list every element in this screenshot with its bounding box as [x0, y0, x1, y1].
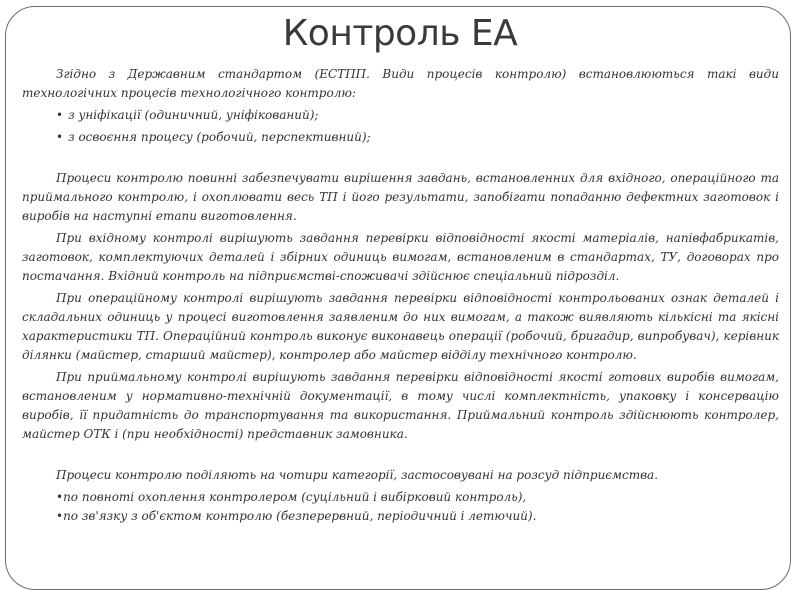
slide-body — [22, 65, 779, 526]
bullet-item — [56, 507, 779, 526]
bullet-item — [56, 488, 779, 507]
bullet-text: по зв'язку з об'єктом контролю (безперервний, періодичний і летючий). — [63, 509, 537, 523]
slide-title: Контроль ЕА — [282, 13, 518, 54]
intro-paragraph: Згідно з Державним стандартом (ЕСТПП. Види процесів контролю) встановлюються такі види технологічних процесів технологічного контролю: — [22, 67, 779, 100]
spacer — [22, 150, 779, 169]
bullet-text: з уніфікації (одиничний, уніфікований); — [68, 108, 319, 122]
bullet-text: по повноті охоплення контролером (суцільний і вибірковий контроль), — [63, 490, 527, 504]
bullet-item — [56, 106, 779, 125]
paragraph-operational-control: При операційному контролі вирішують завдання перевірки відповідності контрольованих ознак деталей і складальних одиниць у процесі виготовлення заявленим до них вимогам, а також виявляють кількісні та якісні характеристики ТП. Операційний контроль виконує виконавець операції (робочий, бригадир, випробувач), керівник ділянки (майстер, старший майстер), контролер або майстер відділу технічного контролю. — [22, 291, 779, 362]
paragraph-general: Процеси контролю повинні забезпечувати вирішення завдань, встановленних для вхідного, операційного та приймального контролю, і охоплювати весь ТП і його результати, запобігати попаданню дефектних заготовок і виробів на наступні етапи виготовлення. — [22, 171, 779, 223]
bullet-icon: • — [56, 490, 64, 504]
bullet-icon: • — [56, 108, 64, 122]
categories-intro: Процеси контролю поділяють на чотири категорії, застосовувані на розсуд підприємства. — [56, 468, 659, 482]
bullet-text: з освоєння процесу (робочий, перспективний); — [68, 130, 371, 144]
paragraph-incoming-control: При вхідному контролі вирішують завдання перевірки відповідності якості матеріалів, напівфабрикатів, заготовок, комплектуючих деталей і збірних одиниць вимогам, встановленим в стандартах, ТУ, договорах про постачання. Вхідний контроль на підприємстві-споживачі здійснює спеціальний підрозділ. — [22, 231, 779, 283]
bullet-icon: • — [56, 509, 64, 523]
bullet-item — [56, 128, 779, 147]
paragraph-acceptance-control: При приймальному контролі вирішують завдання перевірки відповідності якості готових виробів вимогам, встановленим у нормативно-технічній документації, в тому числі комплектність, упаковку і консервацію виробів, її придатність до транспортування та використання. Приймальний контроль здійснюють контролер, майстер ОТК і (при необхідності) представник замовника. — [22, 370, 779, 441]
spacer — [22, 447, 779, 466]
bullet-icon: • — [56, 130, 64, 144]
